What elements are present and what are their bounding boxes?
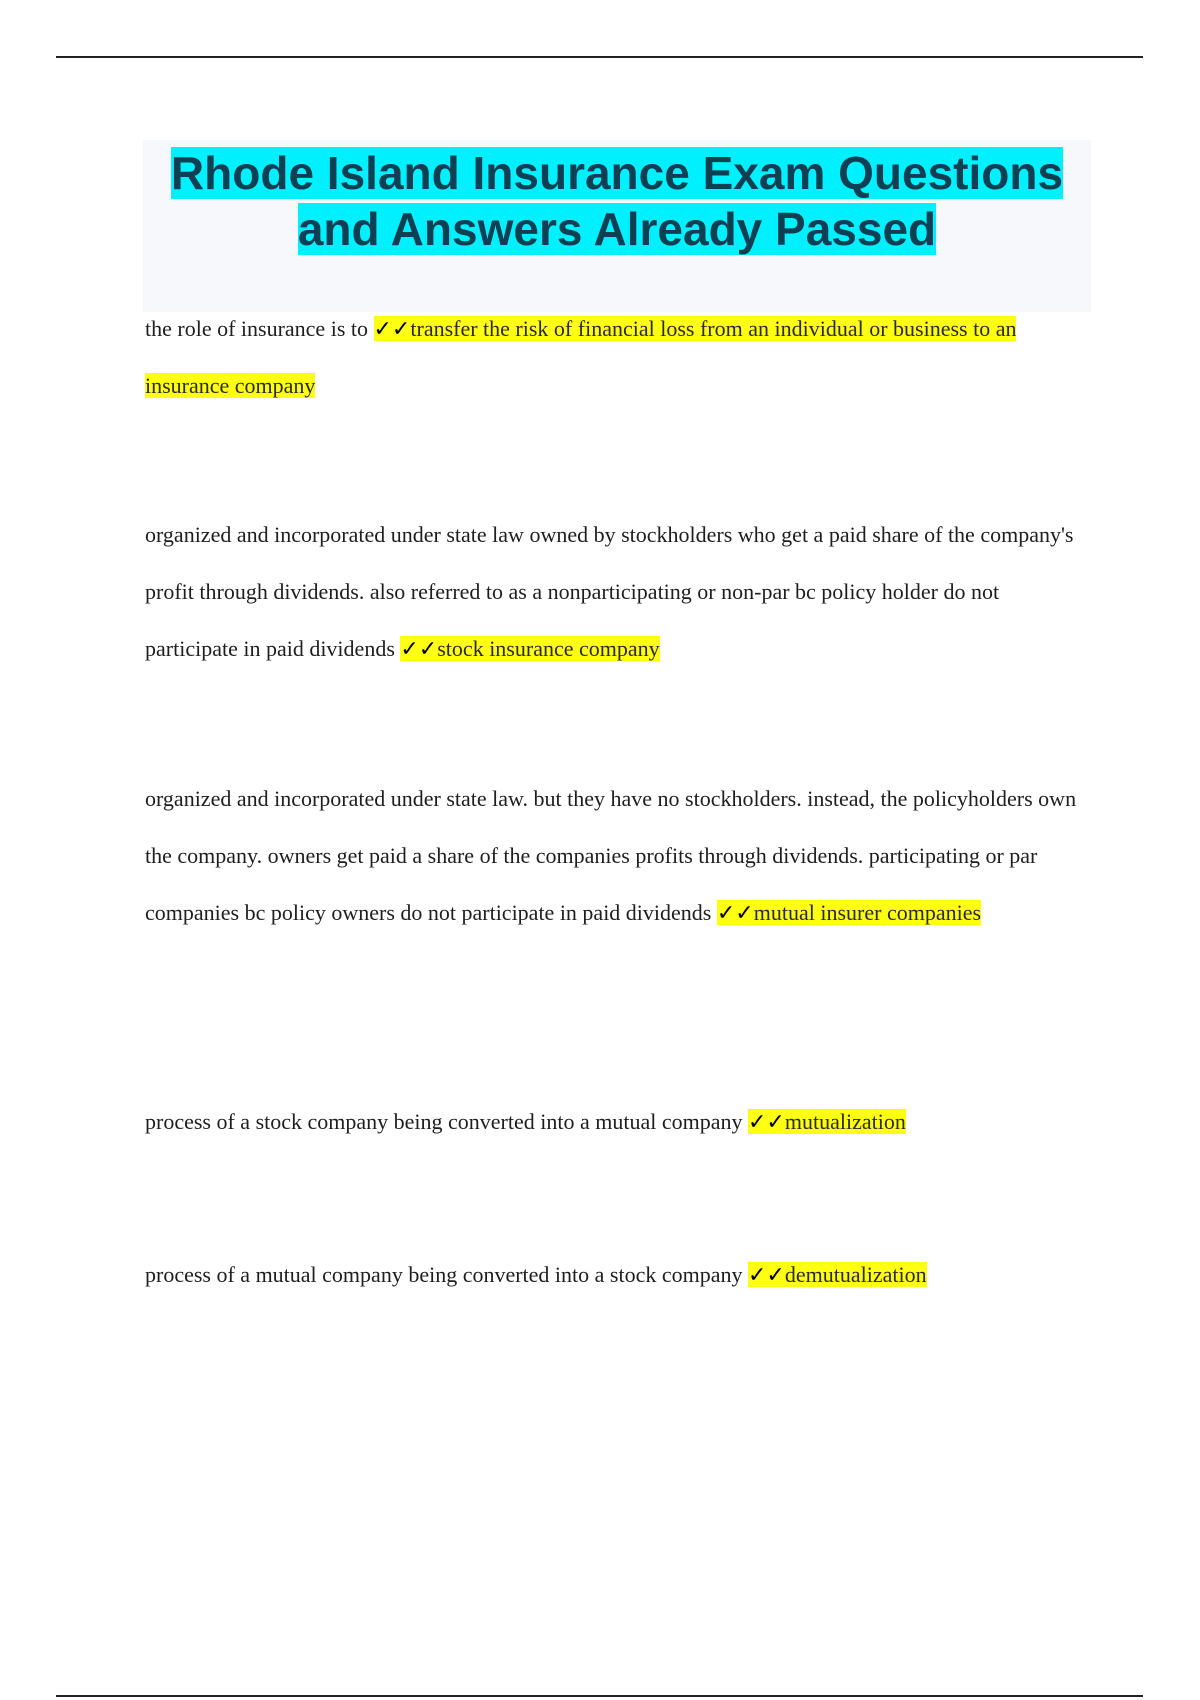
check-icon: ✓✓	[748, 1262, 785, 1287]
qa-item-1	[145, 300, 1085, 414]
question-text: organized and incorporated under state law owned by stockholders who get a paid share of the company's profit through dividends. also referred to as a nonparticipating or non-par bc policy holder do not participate in paid dividends	[145, 522, 1074, 661]
answer-highlight	[748, 1262, 927, 1287]
answer-text: mutual insurer companies	[753, 900, 982, 925]
title-line-2: and Answers Already Passed	[297, 203, 937, 255]
qa-item-4	[145, 1093, 1085, 1150]
title-block	[143, 140, 1091, 312]
question-text: process of a stock company being converted into a mutual company	[145, 1109, 743, 1134]
answer-highlight	[748, 1109, 906, 1134]
header-rule	[56, 56, 1143, 58]
document-title	[143, 140, 1091, 257]
answer-text: stock insurance company	[437, 636, 660, 661]
answer-highlight	[717, 900, 981, 925]
answer-text: demutualization	[784, 1262, 927, 1287]
question-text: the role of insurance is to	[145, 316, 368, 341]
check-icon: ✓✓	[716, 900, 754, 925]
question-text: organized and incorporated under state law. but they have no stockholders. instead, the policyholders own the company. owners get paid a share of the companies profits through dividends. participating or par companies bc policy owners do not participate in paid dividends	[145, 786, 1077, 925]
check-icon: ✓✓	[748, 1109, 785, 1134]
answer-highlight	[400, 636, 659, 661]
qa-item-5	[145, 1246, 1085, 1303]
title-line-1: Rhode Island Insurance Exam Questions	[170, 147, 1064, 199]
qa-item-3	[145, 770, 1085, 941]
footer-rule	[56, 1695, 1143, 1697]
question-text: process of a mutual company being converted into a stock company	[145, 1262, 743, 1287]
answer-text: mutualization	[784, 1109, 906, 1134]
check-icon: ✓✓	[373, 316, 411, 341]
qa-item-2	[145, 506, 1085, 677]
check-icon: ✓✓	[400, 636, 438, 661]
answer-text: transfer the risk of financial loss from an individual or business to an insurance company	[145, 316, 1017, 398]
